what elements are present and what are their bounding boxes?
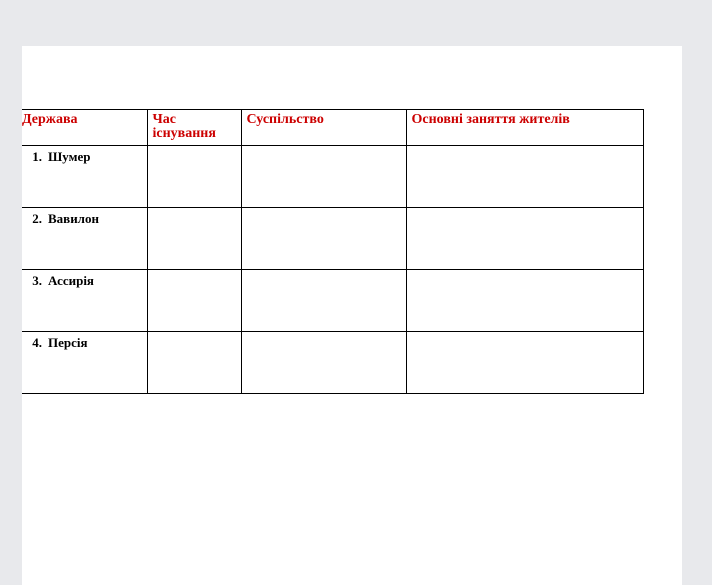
society-cell[interactable] bbox=[241, 270, 406, 332]
row-number: 4. bbox=[32, 335, 42, 350]
table-header-row bbox=[22, 110, 643, 146]
state-name: Персія bbox=[48, 335, 88, 350]
states-table bbox=[22, 109, 644, 394]
state-name: Ассирія bbox=[48, 273, 94, 288]
society-cell[interactable] bbox=[241, 208, 406, 270]
header-occupations-label: Основні заняття жителів bbox=[411, 112, 570, 127]
header-time-line2: існування bbox=[152, 126, 216, 141]
time-cell[interactable] bbox=[147, 270, 241, 332]
state-cell[interactable] bbox=[22, 270, 147, 332]
society-cell[interactable] bbox=[241, 332, 406, 394]
table-row bbox=[22, 208, 643, 270]
occupations-cell[interactable] bbox=[406, 146, 643, 208]
row-number: 2. bbox=[32, 211, 42, 226]
table-row bbox=[22, 146, 643, 208]
time-cell[interactable] bbox=[147, 332, 241, 394]
society-cell[interactable] bbox=[241, 146, 406, 208]
occupations-cell[interactable] bbox=[406, 208, 643, 270]
header-state-label: Держава bbox=[22, 112, 78, 127]
state-name: Шумер bbox=[48, 149, 91, 164]
state-name: Вавилон bbox=[48, 211, 99, 226]
occupations-cell[interactable] bbox=[406, 332, 643, 394]
document-page bbox=[22, 46, 682, 585]
table-row bbox=[22, 332, 643, 394]
table-row bbox=[22, 270, 643, 332]
state-cell[interactable] bbox=[22, 146, 147, 208]
time-cell[interactable] bbox=[147, 208, 241, 270]
header-society-label: Суспільство bbox=[246, 112, 324, 127]
time-cell[interactable] bbox=[147, 146, 241, 208]
state-cell[interactable] bbox=[22, 208, 147, 270]
header-time-label bbox=[148, 110, 241, 141]
header-time bbox=[147, 110, 241, 146]
header-state bbox=[22, 110, 147, 146]
state-cell[interactable] bbox=[22, 332, 147, 394]
row-number: 3. bbox=[32, 273, 42, 288]
occupations-cell[interactable] bbox=[406, 270, 643, 332]
row-number: 1. bbox=[32, 149, 42, 164]
header-society bbox=[241, 110, 406, 146]
header-time-line1: Час bbox=[152, 112, 176, 127]
header-occupations bbox=[406, 110, 643, 146]
